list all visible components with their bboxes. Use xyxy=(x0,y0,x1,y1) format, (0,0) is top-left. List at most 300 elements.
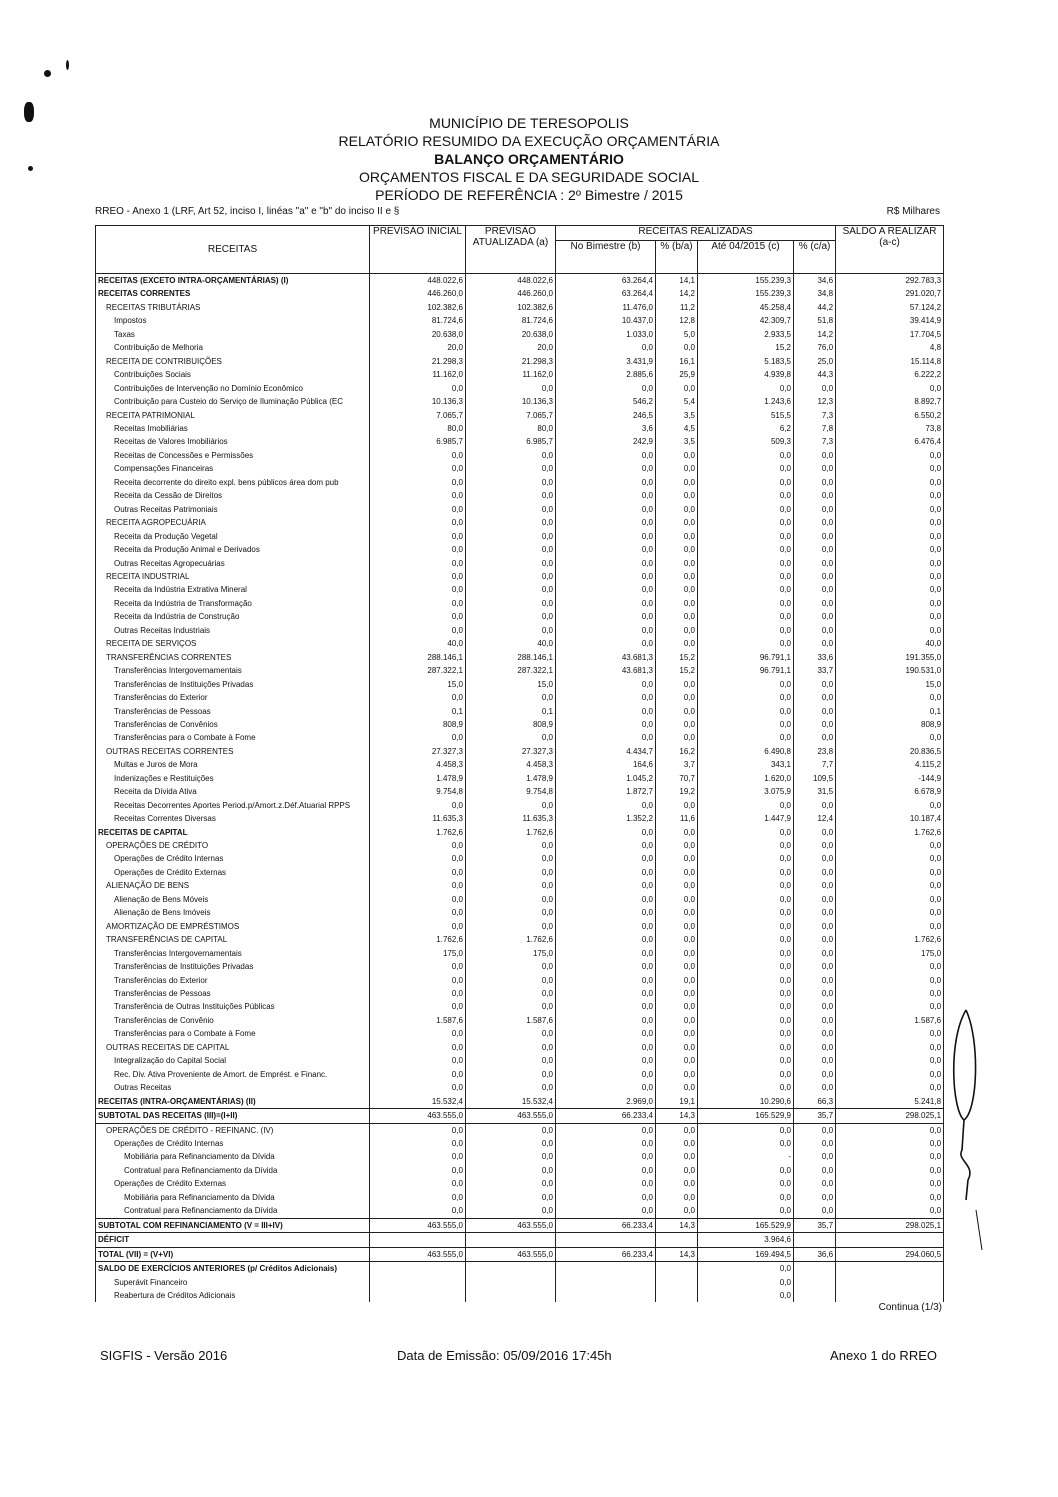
col-saldo: SALDO A REALIZAR (a-c) xyxy=(836,226,944,274)
row-value: 0,0 xyxy=(656,906,698,919)
table-row xyxy=(96,1191,944,1204)
row-value: 6.476,4 xyxy=(836,435,944,448)
row-value: 11.162,0 xyxy=(370,368,466,381)
row-value: 8.892,7 xyxy=(836,395,944,408)
row-value: 155.239,3 xyxy=(698,287,794,300)
row-value: 0,0 xyxy=(556,1054,656,1067)
row-value: 808,9 xyxy=(836,718,944,731)
row-value: 0,0 xyxy=(836,691,944,704)
row-label: Receita da Indústria de Construção xyxy=(96,610,370,623)
row-label: Transferência de Outras Instituições Públicas xyxy=(96,1000,370,1013)
row-value: 446.260,0 xyxy=(466,287,556,300)
row-value: 0,0 xyxy=(698,1289,794,1302)
row-value xyxy=(794,1289,836,1302)
row-value xyxy=(794,1276,836,1289)
row-label: RECEITAS DE CAPITAL xyxy=(96,826,370,839)
row-value: 0,0 xyxy=(794,1014,836,1027)
row-value: 0,0 xyxy=(656,1150,698,1163)
row-value: 0,0 xyxy=(556,1123,656,1137)
report-title: RELATÓRIO RESUMIDO DA EXECUÇÃO ORÇAMENTÁRIA xyxy=(338,133,720,149)
row-label: RECEITA DE SERVIÇOS xyxy=(96,637,370,650)
row-value: 0,0 xyxy=(794,530,836,543)
row-value: 0,0 xyxy=(370,893,466,906)
table-row xyxy=(96,772,944,785)
row-value: 175,0 xyxy=(370,947,466,960)
row-value: 0,0 xyxy=(656,947,698,960)
row-value: 20.836,5 xyxy=(836,745,944,758)
row-value: 34,8 xyxy=(794,287,836,300)
row-value: 0,0 xyxy=(794,1027,836,1040)
row-value: 0,0 xyxy=(698,866,794,879)
row-value: 0,0 xyxy=(836,1027,944,1040)
row-value: 0,0 xyxy=(836,1068,944,1081)
col-receitas: RECEITAS xyxy=(96,226,370,274)
table-row xyxy=(96,1014,944,1027)
row-value: 0,0 xyxy=(698,1014,794,1027)
row-value: 23,8 xyxy=(794,745,836,758)
row-value: 0,0 xyxy=(698,530,794,543)
row-value: 0,0 xyxy=(556,1204,656,1218)
row-value: 0,0 xyxy=(370,624,466,637)
row-value: 0,0 xyxy=(656,879,698,892)
row-value: 0,0 xyxy=(794,462,836,475)
row-value: 0,0 xyxy=(794,920,836,933)
row-value: 96.791,1 xyxy=(698,664,794,677)
row-value: 0,0 xyxy=(698,1276,794,1289)
col-previsao-inicial: PREVISÃO INICIAL xyxy=(370,226,466,274)
row-value: 0,0 xyxy=(556,516,656,529)
row-value: 20.638,0 xyxy=(370,328,466,341)
row-value: 0,0 xyxy=(794,1164,836,1177)
row-value: 0,0 xyxy=(556,731,656,744)
row-value xyxy=(656,1276,698,1289)
row-value: 0,0 xyxy=(698,947,794,960)
row-value: 0,0 xyxy=(836,543,944,556)
row-value: 0,0 xyxy=(698,1137,794,1150)
row-value: 0,0 xyxy=(836,462,944,475)
table-row xyxy=(96,543,944,556)
row-value: 0,0 xyxy=(370,1137,466,1150)
row-value: 0,0 xyxy=(698,624,794,637)
row-value: 0,0 xyxy=(656,731,698,744)
row-label: Integralização do Capital Social xyxy=(96,1054,370,1067)
row-value: 4,8 xyxy=(836,341,944,354)
row-value: 14,3 xyxy=(656,1109,698,1123)
table-row xyxy=(96,610,944,623)
row-value: 0,0 xyxy=(370,987,466,1000)
row-value: 165.529,9 xyxy=(698,1218,794,1232)
row-label: Transferências de Instituições Privadas xyxy=(96,960,370,973)
row-value: 0,0 xyxy=(556,624,656,637)
row-value: 0,0 xyxy=(698,597,794,610)
row-value: 0,0 xyxy=(794,799,836,812)
row-value: 11,2 xyxy=(656,301,698,314)
row-label: ALIENAÇÃO DE BENS xyxy=(96,879,370,892)
row-value: 0,0 xyxy=(836,557,944,570)
row-label: Contratual para Refinanciamento da Dívida xyxy=(96,1164,370,1177)
table-row xyxy=(96,826,944,839)
row-value: 0,0 xyxy=(556,1014,656,1027)
row-value: 0,0 xyxy=(370,382,466,395)
table-row xyxy=(96,758,944,771)
row-label: Multas e Juros de Mora xyxy=(96,758,370,771)
row-value: 0,0 xyxy=(556,879,656,892)
row-value: 1.762,6 xyxy=(370,826,466,839)
row-value: 0,0 xyxy=(370,1164,466,1177)
row-value: 0,0 xyxy=(556,476,656,489)
row-value: 0,0 xyxy=(698,1191,794,1204)
row-value: 0,0 xyxy=(466,597,556,610)
row-value: 0,0 xyxy=(836,1081,944,1094)
row-value: 0,0 xyxy=(698,543,794,556)
row-value: 3.431,9 xyxy=(556,355,656,368)
row-value: 44,3 xyxy=(794,368,836,381)
row-value: 0,0 xyxy=(466,462,556,475)
row-value: 0,0 xyxy=(466,866,556,879)
row-value: 0,0 xyxy=(370,1177,466,1190)
row-value: 0,0 xyxy=(656,1068,698,1081)
row-value: 20,0 xyxy=(370,341,466,354)
row-value: 1.243,6 xyxy=(698,395,794,408)
budget-title: ORÇAMENTOS FISCAL E DA SEGURIDADE SOCIAL xyxy=(359,169,699,185)
row-label: RECEITAS TRIBUTÁRIAS xyxy=(96,301,370,314)
table-row xyxy=(96,1041,944,1054)
row-value: 0,0 xyxy=(656,1000,698,1013)
table-row xyxy=(96,1109,944,1123)
row-value: 109,5 xyxy=(794,772,836,785)
row-value: 4.939,8 xyxy=(698,368,794,381)
col-ate: Até 04/2015 (c) xyxy=(698,241,794,274)
row-label: Mobiliária para Refinanciamento da Dívida xyxy=(96,1150,370,1163)
row-value: 1.352,2 xyxy=(556,812,656,825)
row-label: Operações de Crédito Internas xyxy=(96,1137,370,1150)
table-row xyxy=(96,839,944,852)
row-value: 96.791,1 xyxy=(698,651,794,664)
row-value: 0,0 xyxy=(370,1054,466,1067)
table-row xyxy=(96,920,944,933)
row-value: 0,0 xyxy=(836,530,944,543)
footer-emission-date: Data de Emissão: 05/09/2016 17:45h xyxy=(397,1348,612,1363)
row-value: 0,0 xyxy=(370,1191,466,1204)
row-value: 0,0 xyxy=(556,933,656,946)
row-label: Outras Receitas Industriais xyxy=(96,624,370,637)
row-value: 35,7 xyxy=(794,1109,836,1123)
row-value: 343,1 xyxy=(698,758,794,771)
row-value: 0,0 xyxy=(836,852,944,865)
row-value: 1.762,6 xyxy=(836,826,944,839)
row-value: 0,0 xyxy=(370,1123,466,1137)
row-value: 0,0 xyxy=(698,906,794,919)
row-value: 0,0 xyxy=(370,557,466,570)
row-label: Impostos xyxy=(96,314,370,327)
row-value: 0,0 xyxy=(698,839,794,852)
row-value: 3,7 xyxy=(656,758,698,771)
scan-mark xyxy=(28,166,33,171)
row-value: 0,0 xyxy=(794,705,836,718)
row-value: 0,0 xyxy=(836,503,944,516)
row-value: 3.964,6 xyxy=(698,1233,794,1247)
row-label: Outras Receitas xyxy=(96,1081,370,1094)
row-value: 0,0 xyxy=(656,1123,698,1137)
row-value: 0,0 xyxy=(556,637,656,650)
table-row xyxy=(96,987,944,1000)
row-value: 11.162,0 xyxy=(466,368,556,381)
row-value: 164,6 xyxy=(556,758,656,771)
table-row xyxy=(96,287,944,300)
row-label: Operações de Crédito Externas xyxy=(96,866,370,879)
row-value xyxy=(370,1289,466,1302)
row-value: 0,0 xyxy=(794,1123,836,1137)
table-row xyxy=(96,1164,944,1177)
row-value: 6.985,7 xyxy=(466,435,556,448)
table-row xyxy=(96,1247,944,1261)
row-value: 102.382,6 xyxy=(466,301,556,314)
table-body xyxy=(96,274,944,1303)
row-value: 0,0 xyxy=(836,731,944,744)
row-label: Receita da Indústria Extrativa Mineral xyxy=(96,583,370,596)
row-value: 10.136,3 xyxy=(466,395,556,408)
col-no-bimestre: No Bimestre (b) xyxy=(556,241,656,274)
row-value: 0,0 xyxy=(836,1123,944,1137)
col-receitas-realizadas: RECEITAS REALIZADAS xyxy=(556,226,836,241)
table-row xyxy=(96,1095,944,1109)
row-value: 11.476,0 xyxy=(556,301,656,314)
row-value: 0,0 xyxy=(698,557,794,570)
row-value: 0,0 xyxy=(794,906,836,919)
row-value: 70,7 xyxy=(656,772,698,785)
row-value: 463.555,0 xyxy=(466,1247,556,1261)
table-row xyxy=(96,328,944,341)
row-value: 0,0 xyxy=(836,1137,944,1150)
row-value: 43.681,3 xyxy=(556,664,656,677)
row-value: 808,9 xyxy=(466,718,556,731)
row-value: 0,0 xyxy=(698,933,794,946)
row-value: 246,5 xyxy=(556,409,656,422)
table-row xyxy=(96,1137,944,1150)
row-value: 40,0 xyxy=(466,637,556,650)
table-row xyxy=(96,274,944,288)
row-value: 0,0 xyxy=(794,960,836,973)
row-value: -144,9 xyxy=(836,772,944,785)
table-row xyxy=(96,395,944,408)
row-value: 0,0 xyxy=(656,1137,698,1150)
table-row xyxy=(96,489,944,502)
row-value: 0,0 xyxy=(556,557,656,570)
row-value: 0,0 xyxy=(556,462,656,475)
row-value: 0,0 xyxy=(794,718,836,731)
row-value: 0,0 xyxy=(836,570,944,583)
col-pct-b: % (b/a) xyxy=(656,241,698,274)
row-value: 14,2 xyxy=(794,328,836,341)
row-value: 0,0 xyxy=(370,1081,466,1094)
row-value: 0,0 xyxy=(794,1191,836,1204)
row-value: 0,0 xyxy=(794,1204,836,1218)
row-value: 292.783,3 xyxy=(836,274,944,288)
row-value: 12,4 xyxy=(794,812,836,825)
row-value: 0,0 xyxy=(656,866,698,879)
row-label: Transferências de Instituições Privadas xyxy=(96,678,370,691)
row-value: 0,0 xyxy=(794,543,836,556)
row-value: 0,0 xyxy=(556,610,656,623)
row-value: 1.478,9 xyxy=(370,772,466,785)
row-value: 11,6 xyxy=(656,812,698,825)
row-value: 0,0 xyxy=(656,624,698,637)
row-value: 0,0 xyxy=(794,893,836,906)
row-value: 0,0 xyxy=(656,557,698,570)
row-label: OUTRAS RECEITAS CORRENTES xyxy=(96,745,370,758)
table-row xyxy=(96,583,944,596)
row-value: 0,0 xyxy=(656,462,698,475)
row-value: 1.045,2 xyxy=(556,772,656,785)
row-value: 0,0 xyxy=(698,1164,794,1177)
row-label: RECEITA PATRIMONIAL xyxy=(96,409,370,422)
period-title: PERÍODO DE REFERÊNCIA : 2º Bimestre / 2015 xyxy=(375,187,683,203)
row-value: 808,9 xyxy=(370,718,466,731)
row-value: 0,0 xyxy=(466,920,556,933)
row-value: 1.587,6 xyxy=(370,1014,466,1027)
table-row xyxy=(96,893,944,906)
row-value: 0,0 xyxy=(466,731,556,744)
row-value: 0,0 xyxy=(698,1027,794,1040)
row-value: 0,0 xyxy=(698,920,794,933)
row-label: Outras Receitas Patrimoniais xyxy=(96,503,370,516)
row-value: 288.146,1 xyxy=(370,651,466,664)
row-label: Transferências de Pessoas xyxy=(96,705,370,718)
row-value xyxy=(466,1289,556,1302)
table-row xyxy=(96,705,944,718)
footer-annex: Anexo 1 do RREO xyxy=(830,1348,937,1363)
row-value: 0,0 xyxy=(556,1191,656,1204)
row-value: 0,0 xyxy=(794,1000,836,1013)
row-value: 0,0 xyxy=(466,1054,556,1067)
row-value: 80,0 xyxy=(370,422,466,435)
row-value: 11.635,3 xyxy=(370,812,466,825)
row-value: 0,0 xyxy=(698,1081,794,1094)
table-row xyxy=(96,1204,944,1218)
row-value: 0,0 xyxy=(556,503,656,516)
row-label: Reabertura de Créditos Adicionais xyxy=(96,1289,370,1302)
row-label: RECEITAS CORRENTES xyxy=(96,287,370,300)
row-value: 4.458,3 xyxy=(466,758,556,771)
row-value: 25,9 xyxy=(656,368,698,381)
row-value: 1.587,6 xyxy=(836,1014,944,1027)
row-value: 175,0 xyxy=(466,947,556,960)
row-value: 14,2 xyxy=(656,287,698,300)
row-value: 15,2 xyxy=(656,651,698,664)
row-value: 0,0 xyxy=(556,1150,656,1163)
row-value: 0,0 xyxy=(466,543,556,556)
row-value: 0,0 xyxy=(698,678,794,691)
row-value: 5,0 xyxy=(656,328,698,341)
row-label: Transferências Intergovernamentais xyxy=(96,664,370,677)
row-value: 0,0 xyxy=(370,543,466,556)
row-value: 1.762,6 xyxy=(370,933,466,946)
row-value: 0,0 xyxy=(466,1041,556,1054)
table-row xyxy=(96,960,944,973)
table-row xyxy=(96,449,944,462)
row-label: RECEITAS (EXCETO INTRA-ORÇAMENTÁRIAS) (I) xyxy=(96,274,370,288)
row-value xyxy=(466,1276,556,1289)
table-row xyxy=(96,1068,944,1081)
row-value: 5.183,5 xyxy=(698,355,794,368)
row-value xyxy=(836,1276,944,1289)
row-value: 0,0 xyxy=(556,691,656,704)
row-value: 10.290,6 xyxy=(698,1095,794,1109)
row-value: 6.222,2 xyxy=(836,368,944,381)
row-value: 0,0 xyxy=(794,1068,836,1081)
row-value: 51,8 xyxy=(794,314,836,327)
row-value: 9.754,8 xyxy=(370,785,466,798)
row-value: 0,0 xyxy=(466,570,556,583)
row-value: 0,0 xyxy=(556,543,656,556)
row-value: 0,0 xyxy=(794,610,836,623)
row-label: RECEITA DE CONTRIBUIÇÕES xyxy=(96,355,370,368)
row-value: 5,4 xyxy=(656,395,698,408)
table-row xyxy=(96,1027,944,1040)
row-value: 40,0 xyxy=(370,637,466,650)
table-row xyxy=(96,368,944,381)
table-row xyxy=(96,718,944,731)
row-value: 0,0 xyxy=(698,799,794,812)
row-value: 0,0 xyxy=(698,1123,794,1137)
budget-table xyxy=(95,225,944,1302)
row-label: Contribuição de Melhoria xyxy=(96,341,370,354)
table-row xyxy=(96,462,944,475)
row-value: 33,6 xyxy=(794,651,836,664)
row-value: 6.490,8 xyxy=(698,745,794,758)
row-value: 16,1 xyxy=(656,355,698,368)
row-value: 0,0 xyxy=(656,933,698,946)
row-label: TRANSFERÊNCIAS DE CAPITAL xyxy=(96,933,370,946)
row-value: 0,0 xyxy=(556,799,656,812)
row-value: 0,0 xyxy=(794,1081,836,1094)
row-value: 0,0 xyxy=(556,718,656,731)
row-value: 0,0 xyxy=(794,597,836,610)
row-value: 0,0 xyxy=(656,1054,698,1067)
row-value: 0,0 xyxy=(370,597,466,610)
row-value: 12,3 xyxy=(794,395,836,408)
row-value: 190.531,0 xyxy=(836,664,944,677)
row-value: 15.532,4 xyxy=(466,1095,556,1109)
row-value: 0,0 xyxy=(556,678,656,691)
table-row xyxy=(96,933,944,946)
row-label: Alienação de Bens Imóveis xyxy=(96,906,370,919)
row-value: 0,0 xyxy=(370,476,466,489)
row-value: 0,0 xyxy=(656,543,698,556)
row-value: 0,0 xyxy=(466,1081,556,1094)
row-value: 0,0 xyxy=(698,987,794,1000)
row-value: 0,0 xyxy=(656,1041,698,1054)
row-value: 0,0 xyxy=(556,1164,656,1177)
row-value: 0,0 xyxy=(466,1137,556,1150)
row-value: 169.494,5 xyxy=(698,1247,794,1261)
row-label: Compensações Financeiras xyxy=(96,462,370,475)
row-label: Transferências do Exterior xyxy=(96,691,370,704)
row-value: 7,3 xyxy=(794,409,836,422)
row-value: 1.033,0 xyxy=(556,328,656,341)
row-value: 0,0 xyxy=(370,839,466,852)
row-value: 6,2 xyxy=(698,422,794,435)
row-value: 35,7 xyxy=(794,1218,836,1232)
row-value: 0,0 xyxy=(836,610,944,623)
row-value: 7,8 xyxy=(794,422,836,435)
table-row xyxy=(96,570,944,583)
row-value: 0,0 xyxy=(836,893,944,906)
row-value: 0,0 xyxy=(794,583,836,596)
row-value: 0,0 xyxy=(794,691,836,704)
row-value: 463.555,0 xyxy=(370,1218,466,1232)
row-label: Contribuição para Custeio do Serviço de Iluminação Pública (EC xyxy=(96,395,370,408)
